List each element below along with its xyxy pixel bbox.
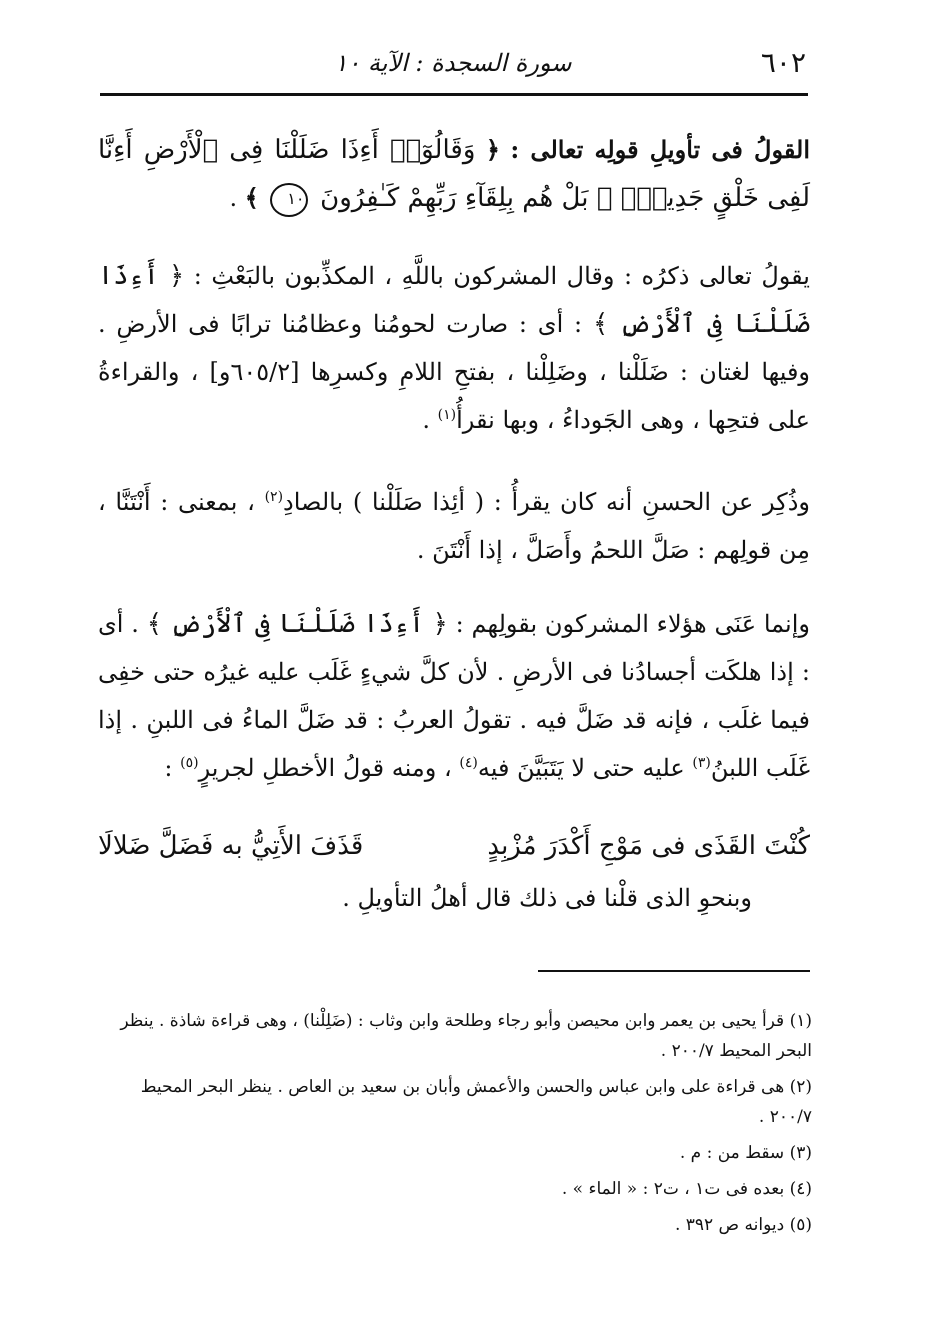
- paragraph-text: وذُكِر عن الحسنِ أنه كان يقرأُ : ( أئِذا صَلَلْنا ) بالصادِ: [283, 488, 811, 516]
- paragraph-text: ، ومنه قولُ الأخطلِ لجريرٍ: [198, 754, 452, 782]
- paragraph-text: ، بمعنى : أَنْتَنَّا ، مِن قولِهم : صَلَّ اللحمُ وأَصَلَّ ، إذا أَنْتَنَ .: [98, 488, 810, 564]
- quran-quote: ﴿ أَءِذَا ضَلَلْنَا فِى ٱلْأَرْضِ ﴾: [146, 609, 448, 639]
- footnote-ref: (٢): [264, 489, 284, 505]
- page-number: ٦٠٢: [760, 46, 806, 79]
- paragraph-text: وإنما عَنَى هؤلاء المشركون بقولِهم :: [455, 610, 810, 638]
- footnote-1: (١) قرأ يحيى بن يعمر وابن محيصن وأبو رجاء وطلحة وابن وثاب : (ضَلِلْنا) ، وهى قراءة شاذة . ينظر البحر المحيط ٢٠٠/٧ .: [120, 1011, 812, 1061]
- footnote-separator: [538, 970, 810, 972]
- verse-first-hemistich: كُنْتَ القَذَى فى مَوْجِ أَكْدَرَ مُزْبِدٍ: [487, 831, 810, 861]
- header-rule: [100, 93, 808, 96]
- footnote-ref: (٥): [180, 755, 199, 771]
- paragraph-commentary-3: [98, 600, 810, 792]
- paragraph-text: . أى : إذا هلكَت أجسادُنا فى الأرضِ . لأن كلَّ شيءٍ غَلَب عليه غيرُه حتى خفِى فيما غلَب ، فإنه قد ضَلَّ فيه . تقولُ العربُ : قد ضَلَّ الماءُ فى اللبنِ . إذا غَلَب اللبنُ: [98, 610, 810, 782]
- paragraph-text: : أى : صارت لحومُنا وعظامُنا ترابًا فى الأرضِ . وفيها لغتان : ضَلَلْنا ، وضَلِلْنا ، بفتحِ اللامِ وكسرِها [٦٠٥/٢و] ، والقراءةُ على فتحِها ، وهى الجَوداءُ ، وبها نقرأُ: [98, 310, 810, 434]
- quran-quote: ﴿ أَءِذَا ضَلَلْنَا فِى ٱلْأَرْضِ ﴾: [98, 261, 811, 339]
- paragraph-heading-verse: [98, 126, 810, 222]
- verse-second-hemistich: قَذَفَ الأَتِيُّ به فَضَلَّ ضَلالَا: [98, 831, 364, 861]
- footnote-ref: (٣): [692, 755, 711, 771]
- footnote-ref: (٤): [459, 755, 478, 771]
- footnote-5: (٥) ديوانه ص ٣٩٢ .: [674, 1215, 812, 1235]
- footnote-3: (٣) سقط من : م .: [679, 1143, 812, 1163]
- footnotes: [96, 1006, 812, 1246]
- running-title: سورة السجدة : الآية ١٠: [334, 49, 572, 77]
- paragraph-text: عليه حتى لا يَتَبَيَّنَ فيه: [477, 754, 685, 782]
- paragraph-commentary-1: [98, 252, 810, 444]
- paragraph-closing: [98, 874, 810, 922]
- ornate-bracket-close: ﴾: [244, 183, 259, 212]
- page-header: [100, 44, 806, 84]
- footnote-ref: (١): [437, 407, 457, 423]
- footnote-4: (٤) بعده فى ت١ ، ت٢ : « الماء » .: [561, 1179, 812, 1199]
- paragraph-commentary-2: [98, 478, 810, 574]
- ayah-number-badge: ١٠: [270, 183, 308, 217]
- ornate-bracket-open: ﴿: [485, 135, 500, 164]
- paragraph-end: .: [229, 184, 238, 212]
- paragraph-end: .: [422, 406, 430, 434]
- poetry-verse: [98, 822, 810, 872]
- paragraph-end: :: [164, 754, 173, 782]
- paragraph-text: يقولُ تعالى ذكرُه : وقال المشركون باللَّهِ ، المكذِّبون بالبَعْثِ :: [193, 262, 810, 290]
- footnote-2: (٢) هى قراءة على وابن عباس والحسن والأعمش وأبان بن سعيد بن العاص . ينظر البحر المحيط ٢٠٠/٧ .: [140, 1077, 812, 1127]
- paragraph-text: وبنحوِ الذى قلْنا فى ذلك قال أهلُ التأويلِ .: [342, 884, 752, 912]
- quran-verse: وَقَالُوٓا۟ أَءِذَا ضَلَلْنَا فِى ٱلْأَرْضِ أَءِنَّا لَفِى خَلْقٍ جَدِيدٍۭ ۚ بَلْ هُم بِلِقَآءِ رَبِّهِمْ كَـٰفِرُونَ: [98, 135, 810, 213]
- paragraph-lead: القولُ فى تأويلِ قولِه تعالى :: [510, 135, 810, 164]
